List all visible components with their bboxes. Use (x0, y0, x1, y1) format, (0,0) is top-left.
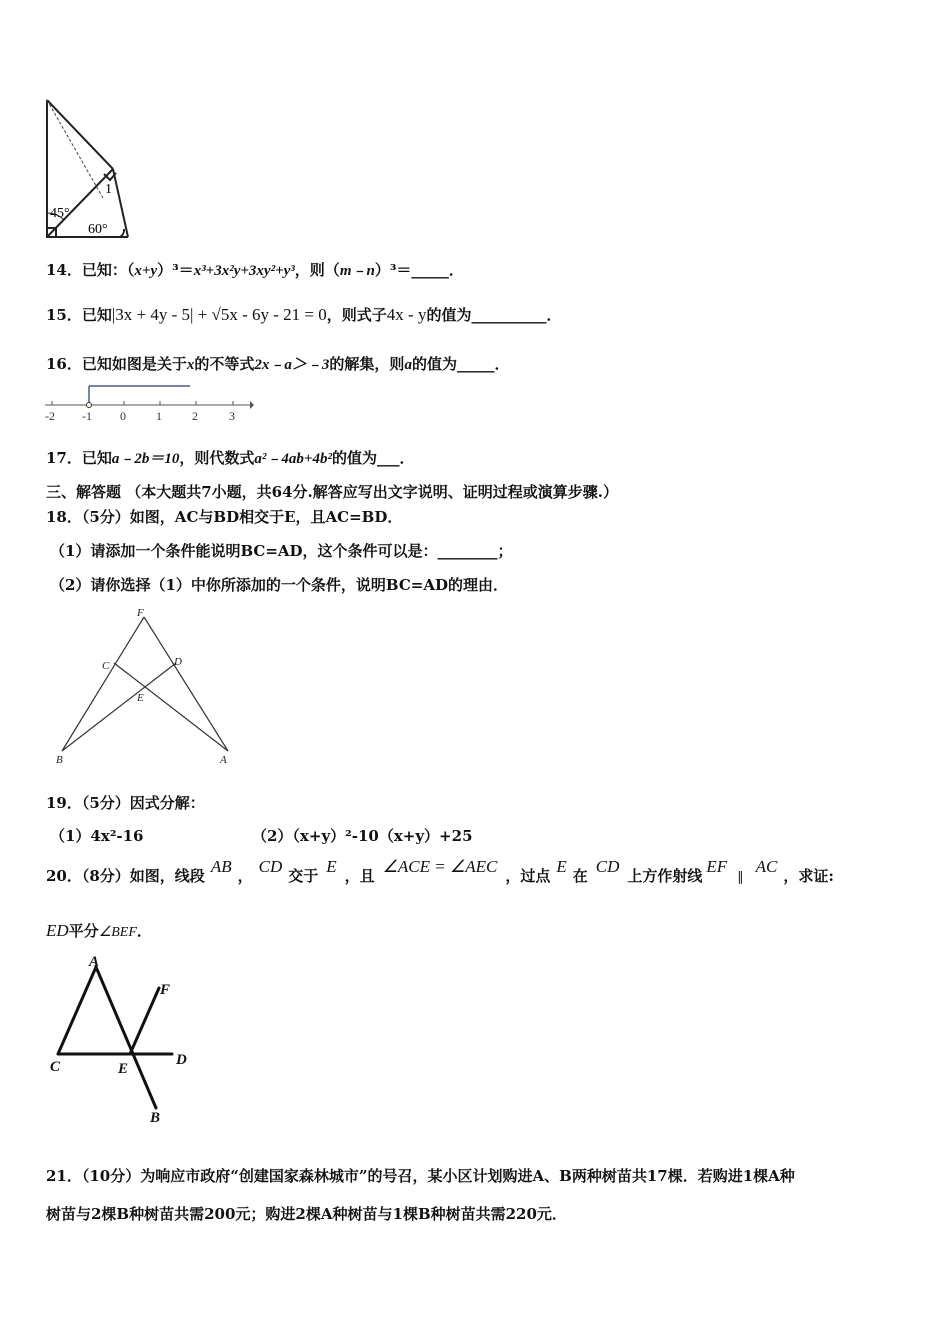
question-16: 16．已知如图是关于x的不等式2x﹣a＞﹣3的解集，则a的值为_____． (46, 355, 510, 373)
figure-q20 (42, 950, 202, 1130)
question-15: 15．已知|3x + 4y - 5| + √5x - 6y - 21 = 0，则式子4x - y的值为__________． (46, 305, 562, 324)
figure-q13-triangle (40, 95, 135, 240)
label-E: E (118, 1061, 129, 1077)
label-C: C (102, 660, 110, 672)
angle-45-label: 45° (50, 206, 70, 221)
question-18-part1: （1）请添加一个条件能说明BC=AD，这个条件可以是：________； (50, 542, 513, 560)
label-E: E (137, 692, 144, 704)
figure-q18 (48, 605, 243, 770)
label-F: F (160, 982, 171, 998)
question-21-line1: 21．（10分）为响应市政府“创建国家森林城市”的号召，某小区计划购进A、B两种树苗共17棵．若购进1棵A种 (46, 1167, 795, 1185)
tick-label: -2 (45, 409, 55, 423)
question-18-stem: 18．（5分）如图，AC与BD相交于E，且AC=BD． (46, 508, 403, 526)
question-17: 17．已知a﹣2b＝10，则代数式a²﹣4ab+4b²的值为___． (46, 449, 415, 467)
label-B: B (150, 1110, 161, 1126)
question-19-part1: （1）4x²-16 (50, 827, 144, 845)
label-B: B (56, 754, 63, 766)
angle-1-label: 1 (105, 182, 112, 197)
tick-label: 0 (120, 409, 126, 423)
label-C: C (50, 1059, 61, 1075)
label-D: D (176, 1052, 187, 1068)
q15-equation: |3x + 4y - 5| + √5x - 6y - 21 = 0 (111, 305, 327, 324)
question-19-part2: （2）（x+y）²-10（x+y）+25 (252, 827, 473, 845)
question-18-part2: （2）请你选择（1）中你所添加的一个条件，说明BC=AD的理由． (50, 576, 508, 594)
number-line (40, 380, 255, 425)
question-14: 14．已知：（x+y）³＝x³+3x²y+3xy²+y³，则（m﹣n）³＝_____． (46, 261, 464, 279)
tick-label: 1 (156, 409, 162, 423)
label-F: F (137, 607, 144, 619)
tick-label: 2 (192, 409, 198, 423)
question-20-line2: ED平分∠BEF． (46, 921, 152, 940)
label-A: A (220, 754, 227, 766)
label-D: D (174, 656, 182, 668)
label-A: A (89, 954, 100, 970)
question-20: 20．（8分）如图，线段 AB ， CD 交于 E ，且 ∠ACE = ∠AEC ，过点 E 在 CD 上方作射线 EF∥AC ，求证: (46, 857, 834, 885)
tick-label: -1 (82, 409, 92, 423)
tick-label: 3 (229, 409, 235, 423)
section-title: 三、解答题 （本大题共7小题，共64分.解答应写出文字说明、证明过程或演算步骤.） (46, 483, 618, 501)
question-21-line2: 树苗与2棵B种树苗共需200元；购进2棵A种树苗与1棵B种树苗共需220元． (46, 1205, 567, 1223)
angle-60-label: 60° (88, 222, 108, 237)
question-19-stem: 19．（5分）因式分解： (46, 794, 205, 812)
